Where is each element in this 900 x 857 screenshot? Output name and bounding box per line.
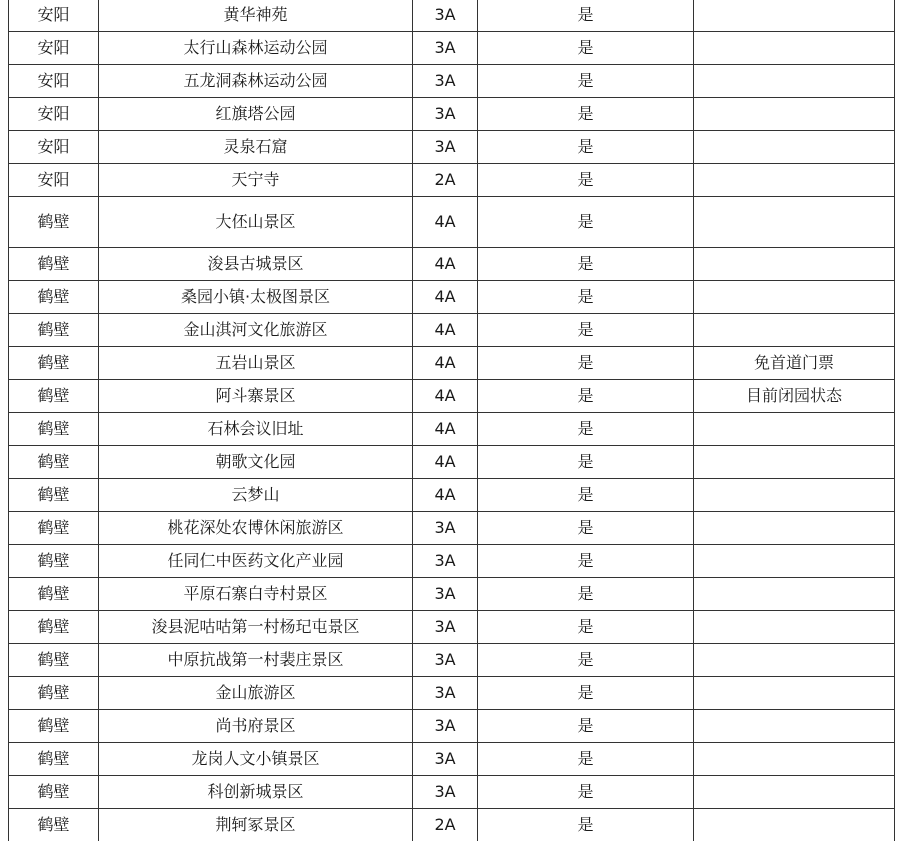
level-cell: 3A (413, 131, 478, 164)
table-row (9, 611, 895, 644)
scenic-name-cell: 金山淇河文化旅游区 (99, 314, 413, 347)
table-row (9, 32, 895, 65)
scenic-spot-table (8, 0, 895, 841)
level-cell: 4A (413, 347, 478, 380)
city-cell: 安阳 (9, 65, 99, 98)
free-cell: 是 (478, 446, 694, 479)
table-row (9, 545, 895, 578)
level-cell: 4A (413, 281, 478, 314)
free-cell: 是 (478, 314, 694, 347)
city-cell: 鹤壁 (9, 314, 99, 347)
table-body (9, 0, 895, 841)
note-cell: 免首道门票 (694, 347, 895, 380)
city-cell: 鹤壁 (9, 611, 99, 644)
city-cell: 鹤壁 (9, 281, 99, 314)
free-cell: 是 (478, 197, 694, 248)
note-cell (694, 0, 895, 32)
level-cell: 3A (413, 776, 478, 809)
level-cell: 3A (413, 677, 478, 710)
table-row (9, 644, 895, 677)
free-cell: 是 (478, 512, 694, 545)
table-row (9, 446, 895, 479)
table-row (9, 413, 895, 446)
level-cell: 3A (413, 743, 478, 776)
scenic-name-cell: 太行山森林运动公园 (99, 32, 413, 65)
free-cell: 是 (478, 380, 694, 413)
level-cell: 4A (413, 314, 478, 347)
level-cell: 3A (413, 98, 478, 131)
note-cell (694, 98, 895, 131)
note-cell (694, 131, 895, 164)
note-cell (694, 776, 895, 809)
table-row (9, 0, 895, 32)
free-cell: 是 (478, 776, 694, 809)
scenic-name-cell: 浚县古城景区 (99, 248, 413, 281)
scenic-name-cell: 任同仁中医药文化产业园 (99, 545, 413, 578)
free-cell: 是 (478, 0, 694, 32)
city-cell: 鹤壁 (9, 743, 99, 776)
scenic-name-cell: 大伾山景区 (99, 197, 413, 248)
note-cell (694, 32, 895, 65)
scenic-name-cell: 朝歌文化园 (99, 446, 413, 479)
scenic-name-cell: 黄华神苑 (99, 0, 413, 32)
scenic-name-cell: 荆轲冢景区 (99, 809, 413, 842)
free-cell: 是 (478, 611, 694, 644)
level-cell: 3A (413, 65, 478, 98)
note-cell (694, 644, 895, 677)
note-cell (694, 164, 895, 197)
city-cell: 鹤壁 (9, 644, 99, 677)
scenic-name-cell: 桃花深处农博休闲旅游区 (99, 512, 413, 545)
free-cell: 是 (478, 677, 694, 710)
level-cell: 3A (413, 611, 478, 644)
free-cell: 是 (478, 743, 694, 776)
free-cell: 是 (478, 347, 694, 380)
level-cell: 4A (413, 413, 478, 446)
note-cell (694, 578, 895, 611)
table-row (9, 809, 895, 842)
city-cell: 鹤壁 (9, 677, 99, 710)
city-cell: 鹤壁 (9, 776, 99, 809)
level-cell: 4A (413, 380, 478, 413)
city-cell: 鹤壁 (9, 446, 99, 479)
scenic-name-cell: 天宁寺 (99, 164, 413, 197)
table-row (9, 98, 895, 131)
level-cell: 3A (413, 578, 478, 611)
free-cell: 是 (478, 413, 694, 446)
scenic-name-cell: 桑园小镇·太极图景区 (99, 281, 413, 314)
city-cell: 安阳 (9, 0, 99, 32)
city-cell: 鹤壁 (9, 545, 99, 578)
note-cell (694, 512, 895, 545)
free-cell: 是 (478, 809, 694, 842)
free-cell: 是 (478, 98, 694, 131)
level-cell: 4A (413, 446, 478, 479)
note-cell (694, 314, 895, 347)
note-cell (694, 479, 895, 512)
scenic-name-cell: 平原石寨白寺村景区 (99, 578, 413, 611)
free-cell: 是 (478, 710, 694, 743)
free-cell: 是 (478, 65, 694, 98)
city-cell: 鹤壁 (9, 413, 99, 446)
free-cell: 是 (478, 32, 694, 65)
city-cell: 鹤壁 (9, 710, 99, 743)
scenic-name-cell: 五龙洞森林运动公园 (99, 65, 413, 98)
table-row (9, 65, 895, 98)
free-cell: 是 (478, 131, 694, 164)
city-cell: 安阳 (9, 131, 99, 164)
scenic-name-cell: 浚县泥咕咕第一村杨玘屯景区 (99, 611, 413, 644)
scenic-name-cell: 五岩山景区 (99, 347, 413, 380)
scenic-name-cell: 石林会议旧址 (99, 413, 413, 446)
level-cell: 4A (413, 248, 478, 281)
city-cell: 鹤壁 (9, 809, 99, 842)
level-cell: 3A (413, 545, 478, 578)
level-cell: 3A (413, 644, 478, 677)
note-cell (694, 809, 895, 842)
level-cell: 4A (413, 479, 478, 512)
note-cell (694, 413, 895, 446)
scenic-name-cell: 中原抗战第一村裴庄景区 (99, 644, 413, 677)
table-row (9, 710, 895, 743)
city-cell: 鹤壁 (9, 512, 99, 545)
table-row (9, 677, 895, 710)
level-cell: 2A (413, 809, 478, 842)
city-cell: 安阳 (9, 98, 99, 131)
city-cell: 鹤壁 (9, 197, 99, 248)
scenic-name-cell: 灵泉石窟 (99, 131, 413, 164)
table-row (9, 131, 895, 164)
level-cell: 2A (413, 164, 478, 197)
note-cell (694, 65, 895, 98)
note-cell (694, 281, 895, 314)
note-cell (694, 248, 895, 281)
free-cell: 是 (478, 545, 694, 578)
level-cell: 3A (413, 710, 478, 743)
city-cell: 鹤壁 (9, 380, 99, 413)
free-cell: 是 (478, 479, 694, 512)
table-row (9, 479, 895, 512)
note-cell (694, 611, 895, 644)
city-cell: 安阳 (9, 32, 99, 65)
table-row (9, 314, 895, 347)
note-cell (694, 677, 895, 710)
scenic-name-cell: 金山旅游区 (99, 677, 413, 710)
scenic-name-cell: 科创新城景区 (99, 776, 413, 809)
table-row (9, 578, 895, 611)
table-row (9, 164, 895, 197)
scenic-name-cell: 阿斗寨景区 (99, 380, 413, 413)
note-cell (694, 446, 895, 479)
free-cell: 是 (478, 164, 694, 197)
note-cell (694, 710, 895, 743)
city-cell: 鹤壁 (9, 479, 99, 512)
city-cell: 鹤壁 (9, 578, 99, 611)
table-row (9, 776, 895, 809)
level-cell: 3A (413, 0, 478, 32)
table-row (9, 347, 895, 380)
free-cell: 是 (478, 281, 694, 314)
scenic-name-cell: 红旗塔公园 (99, 98, 413, 131)
level-cell: 3A (413, 512, 478, 545)
table-row (9, 197, 895, 248)
note-cell (694, 197, 895, 248)
level-cell: 3A (413, 32, 478, 65)
level-cell: 4A (413, 197, 478, 248)
table-row (9, 281, 895, 314)
note-cell: 目前闭园状态 (694, 380, 895, 413)
table-row (9, 512, 895, 545)
free-cell: 是 (478, 644, 694, 677)
city-cell: 鹤壁 (9, 248, 99, 281)
table-row (9, 743, 895, 776)
table-row (9, 248, 895, 281)
note-cell (694, 743, 895, 776)
table-row (9, 380, 895, 413)
scenic-name-cell: 云梦山 (99, 479, 413, 512)
scenic-name-cell: 龙岗人文小镇景区 (99, 743, 413, 776)
free-cell: 是 (478, 578, 694, 611)
scenic-name-cell: 尚书府景区 (99, 710, 413, 743)
city-cell: 鹤壁 (9, 347, 99, 380)
free-cell: 是 (478, 248, 694, 281)
city-cell: 安阳 (9, 164, 99, 197)
note-cell (694, 545, 895, 578)
